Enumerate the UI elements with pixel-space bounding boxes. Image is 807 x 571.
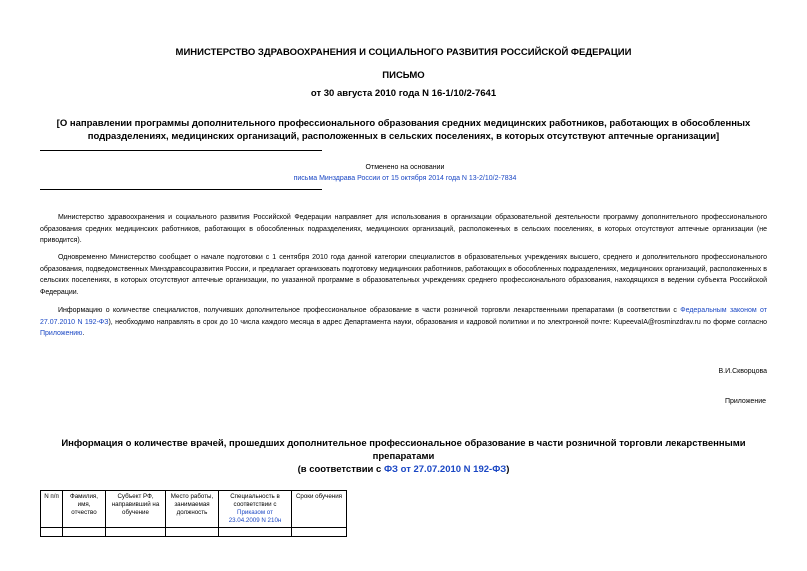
col-number: N п/п [41,491,63,528]
annulment-link[interactable]: письма Минздрава России от 15 октября 2014 года N 13-2/10/2-7834 [293,175,517,182]
paragraph-3 [40,305,767,340]
paragraph-2: Одновременно Министерство сообщает о начале подготовки с 1 сентября 2010 года данной категории специалистов в образовательных учреждениях высшего, среднего и дополнительного профессионального образования, подведомственных Минздравсоцразвития России, и предлагает организовать подготовку медицинских работников, работающих в обособленных подразделениях, медицинских организаций, расположенных в сельских поселениях, в которых отсутствуют аптечные организации, по указанной программе в образовательных учреждениях среднего профессионального образования, находящихся в ведении субъекта Российской Федерации. [40,254,767,296]
col-full-name: Фамилия, имя, отчество [63,491,106,528]
col-workplace: Место работы, занимаемая должность [166,491,219,528]
table-title-suffix: ) [506,464,510,475]
order-link[interactable]: Приказом от 23.04.2009 N 210н [228,509,282,524]
table-title-prefix: (в соответствии с [297,464,384,475]
annulment-label: Отменено на основании [365,164,445,171]
document-subject: [О направлении программы дополнительного профессионального образования средних медицинских работников, работающих в обособленных подразделениях, медицинских организаций, расположенных в сельских поселениях, в которых отсутствуют аптечные организации] [56,118,751,142]
table-row [41,528,347,537]
table-title-line-1: Информация о количестве врачей, прошедших дополнительное профессиональное образование в части розничной торговли лекарственными препаратами [61,438,746,462]
paragraph-1: Министерство здравоохранения и социального развития Российской Федерации направляет для использования в организации образовательной деятельности программу дополнительного профессионального образования средних медицинских работников, работающих в обособленных подразделениях, медицинских организаций, расположенных в сельских поселениях, в которых отсутствуют аптечные организации (не приводится). [40,214,767,244]
divider-bottom [40,189,322,190]
col-region: Субъект РФ, направивший на обучение [106,491,166,528]
appendix-link[interactable]: Приложению [40,330,83,337]
paragraph-3-text-b: ), необходимо направлять в срок до 10 числа каждого месяца в адрес Департамента науки, образования и кадровой политики и по электронной почте: KupeevaIA@rosminzdrav.ru по форме согласно [108,318,767,326]
table-header-row [41,491,347,528]
table-title [40,437,767,476]
paragraph-3-text-a: Информацию о количестве специалистов, получивших дополнительное профессиональное образование в части розничной торговли лекарственными препаратами (в соответствии с [58,307,681,314]
table-cell [219,528,292,537]
appendix-label: Приложение [724,398,766,405]
col-specialty-text: Специальность в соответствии с [230,493,280,508]
paragraph-3-text-c: . [82,330,85,337]
info-table [40,490,347,537]
col-specialty [219,491,292,528]
table-title-line-2 [40,463,767,476]
signatory-name: В.И.Скворцова [718,368,767,375]
ministry-name: МИНИСТЕРСТВО ЗДРАВООХРАНЕНИЯ И СОЦИАЛЬНОГО РАЗВИТИЯ РОССИЙСКОЙ ФЕДЕРАЦИИ [175,47,632,58]
federal-law-link[interactable]: Федеральным законом от 27.07.2010 N 192-ФЗ [40,307,767,326]
col-training-period: Сроки обучения [292,491,347,528]
table-cell [41,528,63,537]
table-cell [166,528,219,537]
divider-top [40,150,322,151]
table-cell [292,528,347,537]
document-date: от 30 августа 2010 года N 16-1/10/2-7641 [310,88,497,99]
table-cell [63,528,106,537]
fz-link[interactable]: ФЗ от 27.07.2010 N 192-ФЗ [383,464,507,475]
table-cell [106,528,166,537]
document-type: ПИСЬМО [382,70,425,81]
